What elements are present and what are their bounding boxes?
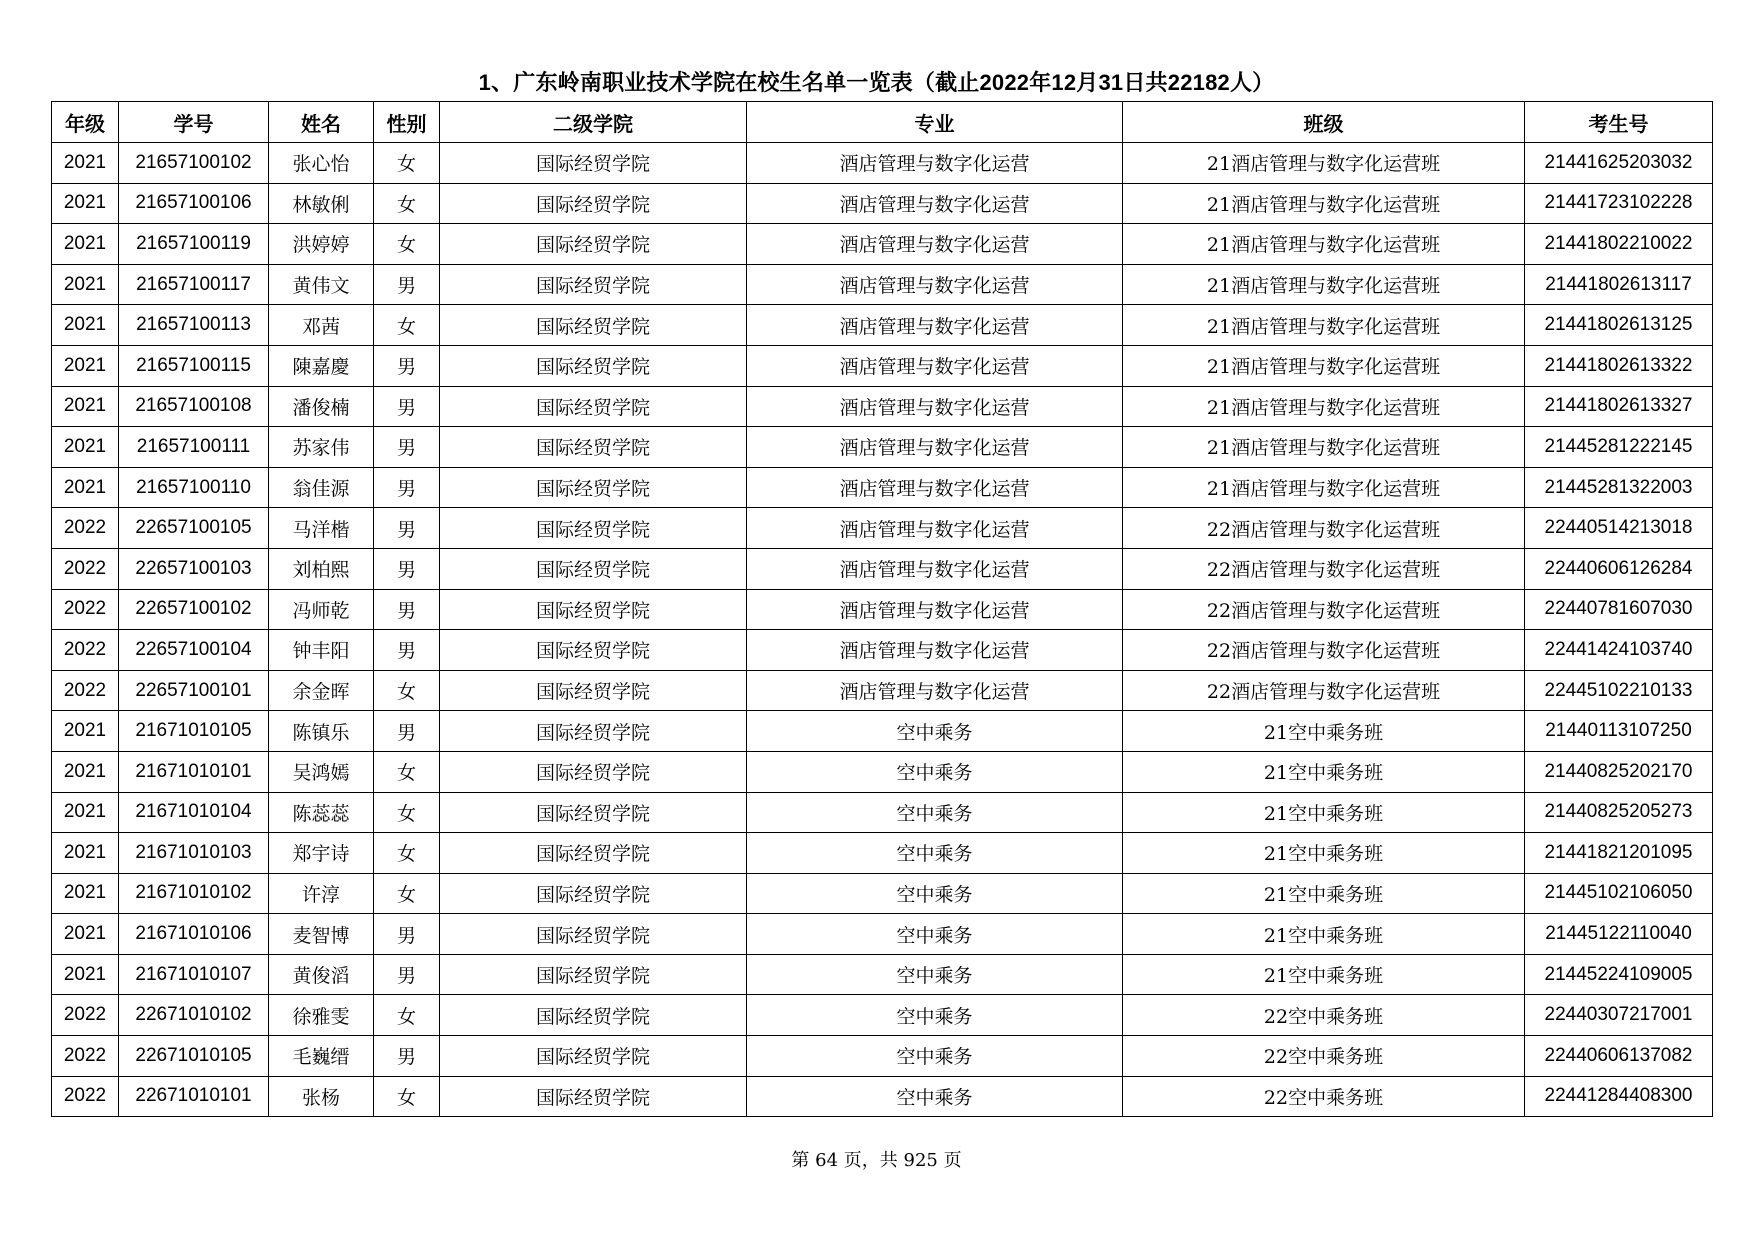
cell-student-id: 21671010102 [119, 873, 269, 914]
cell-student-id: 21671010106 [119, 914, 269, 955]
cell-college: 国际经贸学院 [440, 630, 747, 671]
table-row [52, 711, 1713, 752]
cell-class: 21空中乘务班 [1123, 833, 1525, 874]
cell-major: 酒店管理与数字化运营 [747, 508, 1123, 549]
cell-class: 21酒店管理与数字化运营班 [1123, 183, 1525, 224]
cell-name: 黄俊滔 [269, 954, 374, 995]
cell-college: 国际经贸学院 [440, 792, 747, 833]
cell-student-id: 22671010101 [119, 1076, 269, 1117]
cell-student-id: 21657100113 [119, 305, 269, 346]
cell-student-id: 21657100110 [119, 467, 269, 508]
cell-exam-number: 22440514213018 [1525, 508, 1713, 549]
cell-major: 酒店管理与数字化运营 [747, 386, 1123, 427]
cell-class: 21空中乘务班 [1123, 792, 1525, 833]
cell-name: 余金晖 [269, 670, 374, 711]
page-title: 1、广东岭南职业技术学院在校生名单一览表（截止2022年12月31日共22182人） [478, 70, 1275, 95]
cell-gender: 男 [374, 548, 440, 589]
cell-gender: 女 [374, 873, 440, 914]
cell-college: 国际经贸学院 [440, 386, 747, 427]
cell-class: 22酒店管理与数字化运营班 [1123, 589, 1525, 630]
cell-major: 酒店管理与数字化运营 [747, 467, 1123, 508]
column-header-class: 班级 [1123, 102, 1525, 143]
cell-major: 空中乘务 [747, 954, 1123, 995]
cell-name: 黄伟文 [269, 264, 374, 305]
table-row [52, 873, 1713, 914]
cell-college: 国际经贸学院 [440, 995, 747, 1036]
cell-student-id: 21671010107 [119, 954, 269, 995]
cell-college: 国际经贸学院 [440, 589, 747, 630]
cell-gender: 男 [374, 630, 440, 671]
page-number-footer: 第 64 页，共 925 页 [791, 1150, 962, 1171]
cell-class: 21酒店管理与数字化运营班 [1123, 345, 1525, 386]
cell-name: 邓茜 [269, 305, 374, 346]
cell-major: 酒店管理与数字化运营 [747, 630, 1123, 671]
cell-major: 空中乘务 [747, 1076, 1123, 1117]
cell-major: 酒店管理与数字化运营 [747, 224, 1123, 265]
cell-exam-number: 21440825205273 [1525, 792, 1713, 833]
cell-class: 21酒店管理与数字化运营班 [1123, 386, 1525, 427]
cell-grade: 2021 [52, 711, 119, 752]
table-header-row [52, 102, 1713, 143]
cell-major: 酒店管理与数字化运营 [747, 264, 1123, 305]
cell-college: 国际经贸学院 [440, 143, 747, 184]
cell-gender: 女 [374, 670, 440, 711]
table-row [52, 1036, 1713, 1077]
column-header-gender: 性别 [374, 102, 440, 143]
cell-college: 国际经贸学院 [440, 1036, 747, 1077]
cell-exam-number: 21445122110040 [1525, 914, 1713, 955]
cell-grade: 2021 [52, 914, 119, 955]
cell-class: 22酒店管理与数字化运营班 [1123, 630, 1525, 671]
cell-class: 21空中乘务班 [1123, 914, 1525, 955]
cell-student-id: 22657100104 [119, 630, 269, 671]
cell-exam-number: 22441424103740 [1525, 630, 1713, 671]
cell-college: 国际经贸学院 [440, 954, 747, 995]
cell-grade: 2021 [52, 833, 119, 874]
cell-exam-number: 22440307217001 [1525, 995, 1713, 1036]
cell-major: 空中乘务 [747, 711, 1123, 752]
cell-student-id: 21671010105 [119, 711, 269, 752]
cell-exam-number: 21441802613125 [1525, 305, 1713, 346]
cell-grade: 2021 [52, 345, 119, 386]
cell-exam-number: 21445281222145 [1525, 427, 1713, 468]
cell-gender: 女 [374, 224, 440, 265]
cell-student-id: 22657100103 [119, 548, 269, 589]
table-row [52, 427, 1713, 468]
cell-college: 国际经贸学院 [440, 670, 747, 711]
cell-student-id: 22657100105 [119, 508, 269, 549]
cell-gender: 男 [374, 427, 440, 468]
cell-exam-number: 22441284408300 [1525, 1076, 1713, 1117]
cell-name: 陳嘉慶 [269, 345, 374, 386]
table-row [52, 630, 1713, 671]
cell-name: 钟丰阳 [269, 630, 374, 671]
cell-class: 22空中乘务班 [1123, 995, 1525, 1036]
table-row [52, 1076, 1713, 1117]
cell-major: 酒店管理与数字化运营 [747, 589, 1123, 630]
cell-exam-number: 21440113107250 [1525, 711, 1713, 752]
cell-exam-number: 21445224109005 [1525, 954, 1713, 995]
cell-student-id: 22657100101 [119, 670, 269, 711]
cell-name: 陈镇乐 [269, 711, 374, 752]
cell-exam-number: 22445102210133 [1525, 670, 1713, 711]
cell-grade: 2021 [52, 183, 119, 224]
cell-college: 国际经贸学院 [440, 183, 747, 224]
cell-major: 空中乘务 [747, 792, 1123, 833]
cell-grade: 2021 [52, 954, 119, 995]
cell-name: 陈蕊蕊 [269, 792, 374, 833]
cell-gender: 女 [374, 183, 440, 224]
cell-grade: 2022 [52, 1036, 119, 1077]
cell-grade: 2021 [52, 305, 119, 346]
cell-college: 国际经贸学院 [440, 467, 747, 508]
cell-class: 22空中乘务班 [1123, 1076, 1525, 1117]
cell-college: 国际经贸学院 [440, 751, 747, 792]
table-row [52, 792, 1713, 833]
cell-major: 酒店管理与数字化运营 [747, 427, 1123, 468]
cell-name: 徐雅雯 [269, 995, 374, 1036]
cell-grade: 2022 [52, 670, 119, 711]
cell-exam-number: 21441802613327 [1525, 386, 1713, 427]
table-row [52, 548, 1713, 589]
table-row [52, 224, 1713, 265]
cell-class: 22酒店管理与数字化运营班 [1123, 548, 1525, 589]
cell-major: 酒店管理与数字化运营 [747, 305, 1123, 346]
cell-student-id: 21671010103 [119, 833, 269, 874]
cell-grade: 2021 [52, 873, 119, 914]
cell-name: 潘俊楠 [269, 386, 374, 427]
cell-exam-number: 21441802613117 [1525, 264, 1713, 305]
cell-exam-number: 21441821201095 [1525, 833, 1713, 874]
column-header-exam-number: 考生号 [1525, 102, 1713, 143]
cell-student-id: 22657100102 [119, 589, 269, 630]
cell-student-id: 21657100115 [119, 345, 269, 386]
column-header-college: 二级学院 [440, 102, 747, 143]
cell-name: 郑宇诗 [269, 833, 374, 874]
cell-class: 21酒店管理与数字化运营班 [1123, 467, 1525, 508]
cell-college: 国际经贸学院 [440, 508, 747, 549]
cell-gender: 男 [374, 467, 440, 508]
table-row [52, 751, 1713, 792]
cell-class: 21空中乘务班 [1123, 954, 1525, 995]
cell-major: 空中乘务 [747, 833, 1123, 874]
cell-gender: 女 [374, 833, 440, 874]
table-row [52, 264, 1713, 305]
cell-gender: 女 [374, 792, 440, 833]
cell-class: 22酒店管理与数字化运营班 [1123, 670, 1525, 711]
cell-name: 许淳 [269, 873, 374, 914]
cell-student-id: 21657100119 [119, 224, 269, 265]
cell-major: 空中乘务 [747, 873, 1123, 914]
cell-exam-number: 21441802613322 [1525, 345, 1713, 386]
cell-grade: 2022 [52, 1076, 119, 1117]
cell-major: 酒店管理与数字化运营 [747, 670, 1123, 711]
table-row [52, 508, 1713, 549]
cell-student-id: 21657100111 [119, 427, 269, 468]
cell-name: 张心怡 [269, 143, 374, 184]
table-row [52, 183, 1713, 224]
column-header-grade: 年级 [52, 102, 119, 143]
cell-class: 21空中乘务班 [1123, 873, 1525, 914]
table-row [52, 305, 1713, 346]
cell-college: 国际经贸学院 [440, 264, 747, 305]
column-header-major: 专业 [747, 102, 1123, 143]
cell-major: 空中乘务 [747, 995, 1123, 1036]
cell-exam-number: 21445281322003 [1525, 467, 1713, 508]
cell-college: 国际经贸学院 [440, 305, 747, 346]
table-row [52, 995, 1713, 1036]
table-row [52, 467, 1713, 508]
cell-class: 22空中乘务班 [1123, 1036, 1525, 1077]
table-row [52, 143, 1713, 184]
cell-gender: 男 [374, 345, 440, 386]
cell-student-id: 21671010104 [119, 792, 269, 833]
cell-grade: 2022 [52, 508, 119, 549]
cell-student-id: 21657100108 [119, 386, 269, 427]
cell-exam-number: 21441802210022 [1525, 224, 1713, 265]
cell-name: 吴鸿嫣 [269, 751, 374, 792]
cell-gender: 男 [374, 264, 440, 305]
column-header-name: 姓名 [269, 102, 374, 143]
table-row [52, 833, 1713, 874]
cell-grade: 2022 [52, 589, 119, 630]
cell-college: 国际经贸学院 [440, 1076, 747, 1117]
table-row [52, 345, 1713, 386]
cell-name: 翁佳源 [269, 467, 374, 508]
cell-gender: 男 [374, 508, 440, 549]
cell-class: 21酒店管理与数字化运营班 [1123, 143, 1525, 184]
cell-exam-number: 22440606137082 [1525, 1036, 1713, 1077]
cell-grade: 2021 [52, 792, 119, 833]
cell-gender: 男 [374, 914, 440, 955]
table-row [52, 914, 1713, 955]
cell-class: 21酒店管理与数字化运营班 [1123, 427, 1525, 468]
column-header-student-id: 学号 [119, 102, 269, 143]
cell-exam-number: 21440825202170 [1525, 751, 1713, 792]
cell-gender: 男 [374, 954, 440, 995]
cell-name: 冯师乾 [269, 589, 374, 630]
cell-grade: 2021 [52, 386, 119, 427]
cell-student-id: 21671010101 [119, 751, 269, 792]
cell-major: 空中乘务 [747, 751, 1123, 792]
cell-class: 21空中乘务班 [1123, 711, 1525, 752]
cell-college: 国际经贸学院 [440, 345, 747, 386]
cell-class: 21酒店管理与数字化运营班 [1123, 224, 1525, 265]
cell-college: 国际经贸学院 [440, 914, 747, 955]
cell-major: 酒店管理与数字化运营 [747, 183, 1123, 224]
table-row [52, 670, 1713, 711]
table-row [52, 589, 1713, 630]
cell-major: 空中乘务 [747, 914, 1123, 955]
cell-exam-number: 21441625203032 [1525, 143, 1713, 184]
cell-grade: 2022 [52, 630, 119, 671]
table-body [52, 143, 1713, 1117]
cell-gender: 女 [374, 1076, 440, 1117]
cell-student-id: 21657100106 [119, 183, 269, 224]
cell-student-id: 21657100102 [119, 143, 269, 184]
cell-name: 张杨 [269, 1076, 374, 1117]
cell-major: 酒店管理与数字化运营 [747, 143, 1123, 184]
cell-gender: 男 [374, 711, 440, 752]
cell-college: 国际经贸学院 [440, 873, 747, 914]
cell-class: 21空中乘务班 [1123, 751, 1525, 792]
cell-college: 国际经贸学院 [440, 548, 747, 589]
cell-grade: 2021 [52, 467, 119, 508]
cell-grade: 2021 [52, 751, 119, 792]
cell-college: 国际经贸学院 [440, 224, 747, 265]
student-roster-table [51, 101, 1713, 1117]
cell-name: 麦智博 [269, 914, 374, 955]
cell-grade: 2021 [52, 427, 119, 468]
cell-grade: 2022 [52, 548, 119, 589]
cell-grade: 2021 [52, 224, 119, 265]
cell-college: 国际经贸学院 [440, 833, 747, 874]
cell-class: 22酒店管理与数字化运营班 [1123, 508, 1525, 549]
cell-grade: 2022 [52, 995, 119, 1036]
cell-name: 苏家伟 [269, 427, 374, 468]
cell-name: 马洋楷 [269, 508, 374, 549]
cell-gender: 男 [374, 589, 440, 630]
cell-grade: 2021 [52, 264, 119, 305]
cell-college: 国际经贸学院 [440, 711, 747, 752]
cell-gender: 女 [374, 305, 440, 346]
cell-gender: 女 [374, 751, 440, 792]
cell-grade: 2021 [52, 143, 119, 184]
cell-major: 酒店管理与数字化运营 [747, 548, 1123, 589]
cell-exam-number: 22440781607030 [1525, 589, 1713, 630]
cell-major: 酒店管理与数字化运营 [747, 345, 1123, 386]
cell-college: 国际经贸学院 [440, 427, 747, 468]
cell-exam-number: 21445102106050 [1525, 873, 1713, 914]
cell-gender: 男 [374, 386, 440, 427]
cell-major: 空中乘务 [747, 1036, 1123, 1077]
cell-name: 洪婷婷 [269, 224, 374, 265]
cell-name: 刘柏熙 [269, 548, 374, 589]
cell-student-id: 22671010105 [119, 1036, 269, 1077]
cell-exam-number: 22440606126284 [1525, 548, 1713, 589]
cell-exam-number: 21441723102228 [1525, 183, 1713, 224]
cell-name: 林敏俐 [269, 183, 374, 224]
cell-student-id: 22671010102 [119, 995, 269, 1036]
cell-class: 21酒店管理与数字化运营班 [1123, 264, 1525, 305]
cell-gender: 女 [374, 143, 440, 184]
table-row [52, 954, 1713, 995]
cell-gender: 男 [374, 1036, 440, 1077]
cell-student-id: 21657100117 [119, 264, 269, 305]
cell-name: 毛巍缙 [269, 1036, 374, 1077]
cell-class: 21酒店管理与数字化运营班 [1123, 305, 1525, 346]
table-row [52, 386, 1713, 427]
cell-gender: 女 [374, 995, 440, 1036]
